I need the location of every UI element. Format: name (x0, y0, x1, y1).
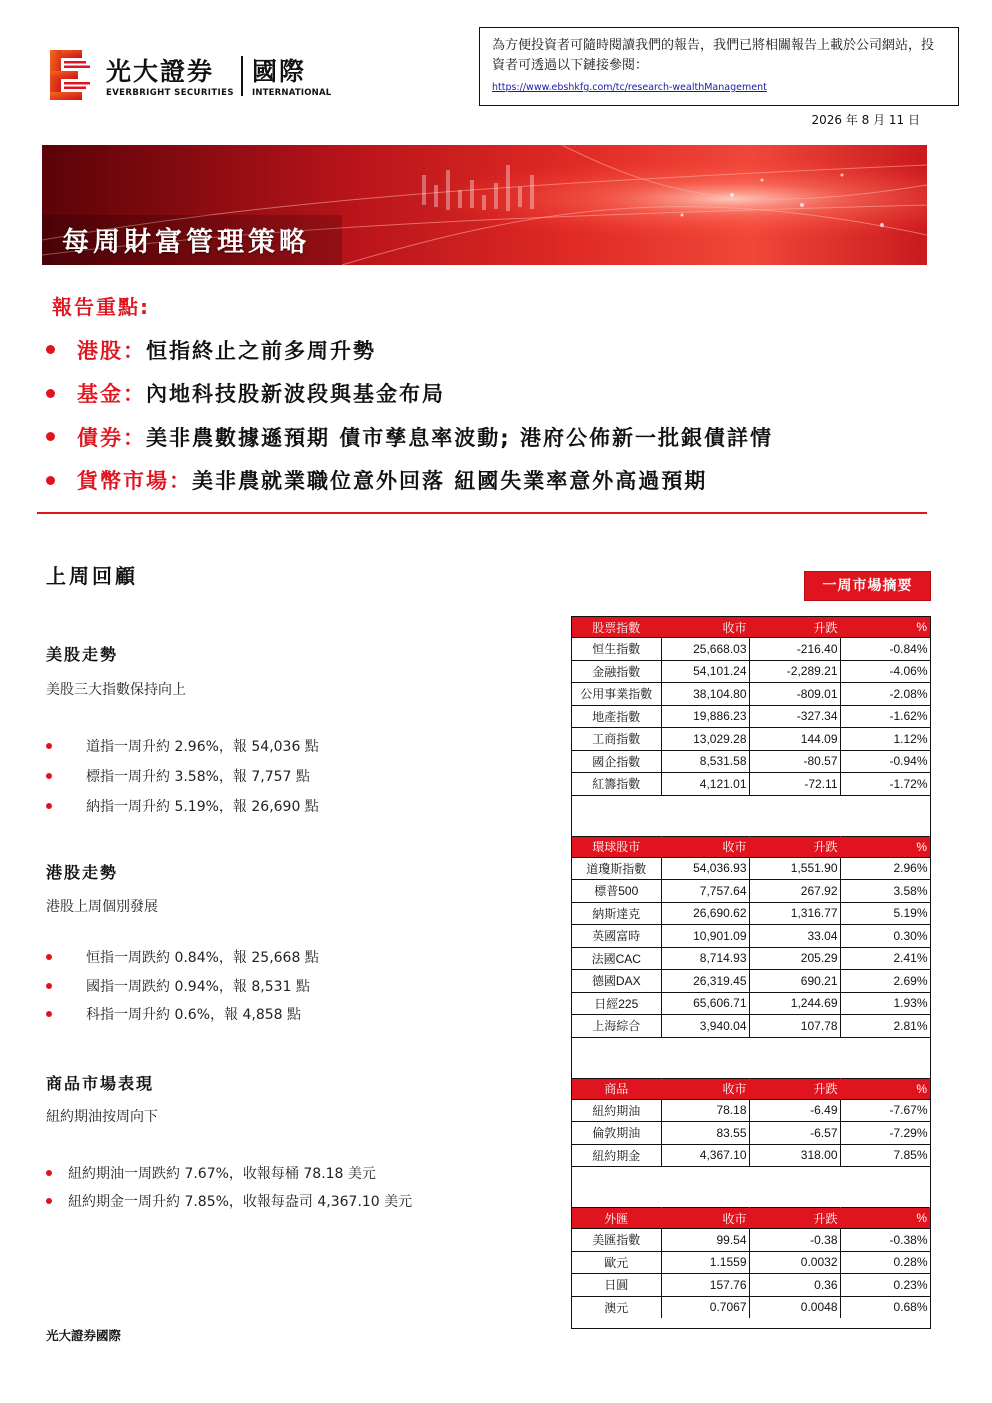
header-cell: 升跌 (749, 1078, 840, 1099)
highlight-category: 港股： (77, 338, 146, 363)
value-cell: 1,551.90 (749, 857, 840, 880)
company-logo (50, 50, 340, 102)
bullet-icon (46, 743, 52, 749)
value-cell: -0.38 (749, 1229, 840, 1252)
highlights-list (44, 328, 944, 502)
table-row (572, 773, 930, 795)
bullet-icon (46, 389, 55, 398)
bullet-icon (46, 1170, 52, 1176)
value-cell: 690.21 (749, 970, 840, 993)
section-divider (37, 512, 927, 514)
header-cell: 收市 (661, 836, 749, 857)
row-label-cell: 地產指數 (572, 705, 661, 728)
table-row (572, 750, 930, 773)
header-cell: % (840, 1208, 930, 1229)
bullet-icon (46, 476, 55, 485)
value-cell: -809.01 (749, 683, 840, 706)
row-label-cell: 美匯指數 (572, 1229, 661, 1252)
table-row (572, 1251, 930, 1274)
logo-divider (241, 56, 243, 96)
value-cell: 83.55 (661, 1122, 749, 1145)
bullet-icon (46, 432, 55, 441)
table-row (572, 902, 930, 925)
logo-english-name-2: INTERNATIONAL (252, 88, 332, 98)
header-cell: 外匯 (572, 1208, 661, 1229)
highlight-item (44, 415, 944, 459)
research-link[interactable]: https://www.ebshkfg.com/tc/research-wealthManagement (492, 82, 767, 93)
table-spacer (572, 795, 930, 836)
table-row (572, 1099, 930, 1122)
value-cell: -7.67% (840, 1099, 930, 1122)
value-cell: -0.38% (840, 1229, 930, 1252)
highlight-text: 恒指終止之前多周升勢 (146, 338, 376, 363)
value-cell: 8,714.93 (661, 947, 749, 970)
report-date: 2026 年 8 月 11 日 (811, 113, 920, 127)
header-cell: 升跌 (749, 617, 840, 638)
row-label-cell: 上海綜合 (572, 1015, 661, 1037)
value-cell: 4,121.01 (661, 773, 749, 795)
table-header-row (572, 836, 930, 857)
row-label-cell: 德國DAX (572, 970, 661, 993)
table-row (572, 1296, 930, 1318)
highlights-heading: 報告重點: (52, 295, 150, 319)
hk-stocks-intro: 港股上周個別發展 (46, 899, 158, 915)
table-row (572, 947, 930, 970)
value-cell: -1.72% (889, 776, 928, 791)
value-cell: 65,606.71 (661, 992, 749, 1015)
hk-bullet: 科指一周升約 0.6%，報 4,858 點 (86, 1007, 301, 1023)
everbright-logo-icon (50, 50, 94, 100)
table-row (572, 660, 930, 683)
fx-table (572, 1208, 930, 1319)
value-cell: 13,029.28 (661, 728, 749, 751)
table-row (572, 880, 930, 903)
table-row (572, 1144, 930, 1166)
value-cell: 2.96% (840, 857, 930, 880)
bullet-icon (46, 773, 52, 779)
value-cell: 0.7067 (661, 1296, 749, 1318)
table-row (572, 705, 930, 728)
table-row (572, 992, 930, 1015)
logo-english-name: EVERBRIGHT SECURITIES (106, 88, 234, 98)
bullet-icon (46, 1011, 52, 1017)
row-label-cell: 英國富時 (572, 925, 661, 948)
market-summary-table (571, 616, 931, 1329)
value-cell: 0.36 (749, 1274, 840, 1297)
logo-chinese-name-2: 國際 (252, 57, 307, 86)
row-label-cell: 紅籌指數 (572, 773, 661, 795)
header-cell: 環球股市 (572, 836, 661, 857)
header-cell: % (840, 1078, 930, 1099)
value-cell: 1.1559 (661, 1251, 749, 1274)
value-cell: 0.28% (840, 1251, 930, 1274)
row-label-cell: 日經225 (572, 992, 661, 1015)
commodity-bullet: 紐約期油一周跌約 7.67%，收報每桶 78.18 美元 (68, 1166, 376, 1182)
value-cell: 0.23% (840, 1274, 930, 1297)
header-cell: 收市 (661, 617, 749, 638)
commodity-heading: 商品市場表現 (46, 1074, 155, 1093)
highlight-item (44, 328, 944, 372)
value-cell: 7.85% (893, 1148, 928, 1163)
value-cell: 2.69% (840, 970, 930, 993)
table-row (572, 1122, 930, 1145)
highlight-text: 美非農就業職位意外回落 紐國失業率意外高過預期 (192, 469, 708, 494)
table-row (572, 1015, 930, 1037)
highlight-text: 內地科技股新波段與基金布局 (146, 382, 445, 407)
bullet-icon (46, 803, 52, 809)
us-bullet: 標指一周升約 3.58%，報 7,757 點 (86, 769, 310, 785)
value-cell: 318.00 (749, 1144, 840, 1166)
table-row (572, 683, 930, 706)
table-row (572, 1229, 930, 1252)
value-cell: 0.0048 (749, 1296, 840, 1318)
value-cell: 3.58% (840, 880, 930, 903)
row-label-cell: 標普500 (572, 880, 661, 903)
row-label-cell: 公用事業指數 (572, 683, 661, 706)
row-label-cell: 納斯達克 (572, 902, 661, 925)
value-cell: 25,668.03 (661, 638, 749, 661)
commodity-intro: 紐約期油按周向下 (46, 1109, 158, 1125)
value-cell: 5.19% (840, 902, 930, 925)
table-spacer (572, 1037, 930, 1078)
row-label-cell: 國企指數 (572, 750, 661, 773)
us-bullet: 納指一周升約 5.19%，報 26,690 點 (86, 799, 319, 815)
value-cell: 205.29 (749, 947, 840, 970)
table-row (572, 970, 930, 993)
row-label-cell: 金融指數 (572, 660, 661, 683)
value-cell: -6.57 (749, 1122, 840, 1145)
us-bullet: 道指一周升約 2.96%，報 54,036 點 (86, 739, 319, 755)
value-cell: -2,289.21 (749, 660, 840, 683)
value-cell: 4,367.10 (661, 1144, 749, 1166)
bullet-icon (46, 1198, 52, 1204)
value-cell: 1.12% (840, 728, 930, 751)
table-row (572, 925, 930, 948)
hk-bullet: 恒指一周跌約 0.84%，報 25,668 點 (86, 950, 319, 966)
row-label-cell: 工商指數 (572, 728, 661, 751)
value-cell: 8,531.58 (661, 750, 749, 773)
value-cell: 33.04 (749, 925, 840, 948)
weekly-summary-label: 一周市場摘要 (804, 571, 931, 601)
value-cell: 99.54 (661, 1229, 749, 1252)
value-cell: -2.08% (840, 683, 930, 706)
bullet-icon (46, 954, 52, 960)
value-cell: 1,316.77 (749, 902, 840, 925)
value-cell: 144.09 (749, 728, 840, 751)
value-cell: 0.0032 (749, 1251, 840, 1274)
value-cell: 1.93% (840, 992, 930, 1015)
table-header-row (572, 1078, 930, 1099)
section-title: 上周回顧 (46, 564, 138, 588)
notice-text: 為方便投資者可隨時閱讀我們的報告，我們已將相關報告上載於公司網站，投資者可透過以下鏈接參閱： (492, 38, 935, 73)
table-header-row (572, 1208, 930, 1229)
value-cell: 26,319.45 (661, 970, 749, 993)
value-cell: 7,757.64 (661, 880, 749, 903)
banner-title: 每周財富管理策略 (62, 227, 310, 258)
highlight-item (44, 459, 944, 503)
value-cell: 0.68% (893, 1300, 928, 1315)
row-label-cell: 道瓊斯指數 (572, 857, 661, 880)
row-label-cell: 澳元 (572, 1296, 661, 1318)
value-cell: 26,690.62 (661, 902, 749, 925)
header-cell: 升跌 (749, 836, 840, 857)
value-cell: 10,901.09 (661, 925, 749, 948)
row-label-cell: 紐約期油 (572, 1099, 661, 1122)
hk-stocks-heading: 港股走勢 (46, 863, 119, 882)
highlight-category: 貨幣市場： (77, 469, 192, 494)
header-cell: 商品 (572, 1078, 661, 1099)
value-cell: 38,104.80 (661, 683, 749, 706)
footer-company: 光大證券國際 (46, 1328, 122, 1343)
highlight-text: 美非農數據遜預期 債市孳息率波動; 港府公佈新一批銀債詳情 (146, 425, 774, 450)
website-notice-box (479, 27, 959, 106)
table-row (572, 728, 930, 751)
table-row (572, 638, 930, 661)
header-cell: 收市 (661, 1208, 749, 1229)
value-cell: 78.18 (661, 1099, 749, 1122)
table-row (572, 1274, 930, 1297)
row-label-cell: 紐約期金 (572, 1144, 661, 1166)
commodities-table (572, 1078, 930, 1166)
value-cell: -327.34 (749, 705, 840, 728)
value-cell: 267.92 (749, 880, 840, 903)
value-cell: 2.81% (893, 1018, 928, 1033)
header-cell: 股票指數 (572, 617, 661, 638)
value-cell: 1,244.69 (749, 992, 840, 1015)
global-stocks-table (572, 836, 930, 1037)
header-cell: 收市 (661, 1078, 749, 1099)
row-label-cell: 歐元 (572, 1251, 661, 1274)
value-cell: 3,940.04 (661, 1015, 749, 1037)
value-cell: -80.57 (749, 750, 840, 773)
highlight-category: 基金： (77, 382, 146, 407)
table-header-row (572, 617, 930, 638)
value-cell: -72.11 (749, 773, 840, 795)
value-cell: 2.41% (840, 947, 930, 970)
report-banner (42, 145, 927, 265)
value-cell: -0.94% (840, 750, 930, 773)
value-cell: -1.62% (840, 705, 930, 728)
value-cell: 107.78 (749, 1015, 840, 1037)
value-cell: 157.76 (661, 1274, 749, 1297)
stocks-table (572, 617, 930, 795)
value-cell: 0.30% (840, 925, 930, 948)
row-label-cell: 日圓 (572, 1274, 661, 1297)
value-cell: -4.06% (840, 660, 930, 683)
bullet-icon (46, 983, 52, 989)
us-stocks-intro: 美股三大指數保持向上 (46, 682, 186, 698)
header-cell: % (840, 617, 930, 638)
header-cell: 升跌 (749, 1208, 840, 1229)
highlight-category: 債券： (77, 425, 146, 450)
value-cell: -6.49 (749, 1099, 840, 1122)
hk-bullet: 國指一周跌約 0.94%，報 8,531 點 (86, 979, 310, 995)
us-stocks-heading: 美股走勢 (46, 645, 119, 664)
bullet-icon (46, 345, 55, 354)
row-label-cell: 倫敦期油 (572, 1122, 661, 1145)
value-cell: -7.29% (840, 1122, 930, 1145)
value-cell: -0.84% (840, 638, 930, 661)
table-row (572, 857, 930, 880)
value-cell: 19,886.23 (661, 705, 749, 728)
table-spacer (572, 1166, 930, 1207)
highlight-item (44, 372, 944, 416)
header-cell: % (840, 836, 930, 857)
logo-chinese-name: 光大證券 (106, 57, 215, 86)
value-cell: 54,101.24 (661, 660, 749, 683)
value-cell: 54,036.93 (661, 857, 749, 880)
row-label-cell: 恒生指數 (572, 638, 661, 661)
row-label-cell: 法國CAC (572, 947, 661, 970)
commodity-bullet: 紐約期金一周升約 7.85%，收報每盎司 4,367.10 美元 (68, 1194, 413, 1210)
value-cell: -216.40 (749, 638, 840, 661)
